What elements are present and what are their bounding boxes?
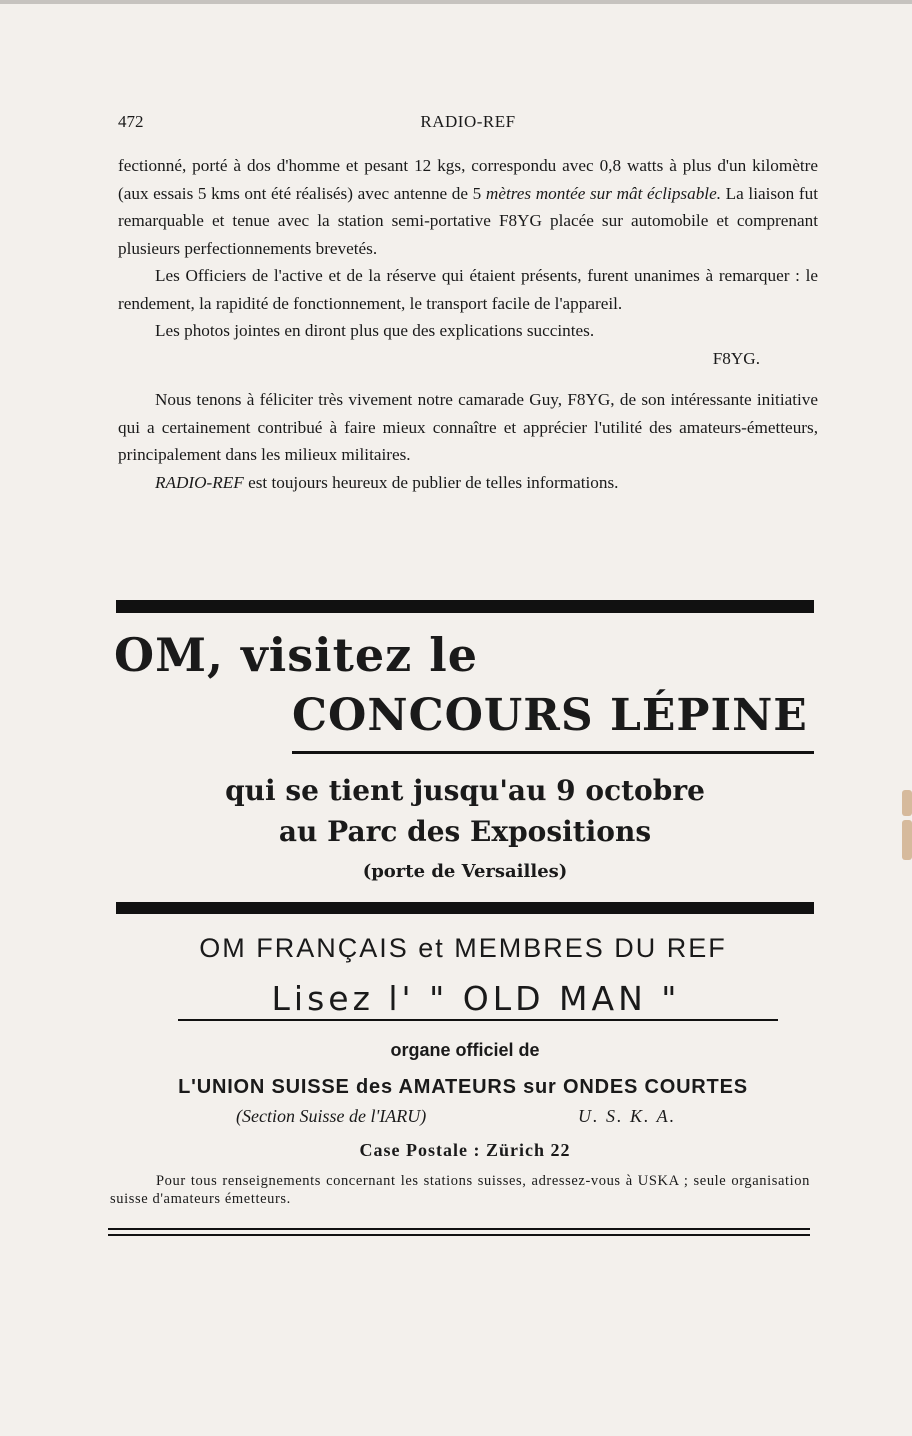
ad-headline: OM, visitez le xyxy=(114,628,478,682)
oldman-ad-abbrev: U. S. K. A. xyxy=(578,1106,677,1126)
article-body xyxy=(118,152,818,496)
article-paragraph: Les photos jointes en diront plus que des explications succintes. xyxy=(155,321,595,340)
ad-subline: (porte de Versailles) xyxy=(362,861,568,882)
oldman-title-underline xyxy=(178,1019,778,1021)
closing-rule xyxy=(108,1234,810,1236)
oldman-ad-address: Case Postale : Zürich 22 xyxy=(359,1140,571,1160)
article-paragraph: Nous tenons à féliciter très vivement notre camarade Guy, F8YG, de son intéressante initiative qui a certainement contribué à faire mieux connaître et apprécier l'utilité des amateurs-émetteurs, principalement dans les milieux militaires. xyxy=(118,390,818,464)
oldman-ad-title: Lisez l' " OLD MAN " xyxy=(271,979,681,1018)
paper-stain xyxy=(902,820,912,860)
page-header xyxy=(118,112,818,142)
paper-stain xyxy=(902,790,912,816)
oldman-ad-line: organe officiel de xyxy=(390,1040,540,1060)
ad-subline: au Parc des Expositions xyxy=(278,815,652,848)
running-title: RADIO-REF xyxy=(420,112,516,131)
ad-divider-bottom xyxy=(116,902,814,914)
page-number: 472 xyxy=(118,112,144,131)
article-paragraph: RADIO-REF est toujours heureux de publier de telles informations. xyxy=(155,472,619,492)
ad-subline: qui se tient jusqu'au 9 octobre xyxy=(225,774,705,807)
oldman-ad-heading: OM FRANÇAIS et MEMBRES DU REF xyxy=(199,933,727,963)
oldman-ad-info: Pour tous renseignements concernant les stations suisses, adressez-vous à USKA ; seule organisation suisse d'amateurs émetteurs. xyxy=(110,1173,810,1207)
signature: F8YG. xyxy=(712,348,760,368)
article-paragraph: Les Officiers de l'active et de la réserve qui étaient présents, furent unanimes à remarquer : le rendement, la rapidité de fonctionnement, le transport facile de l'appareil. xyxy=(118,266,818,313)
oldman-ad-section: (Section Suisse de l'IARU) xyxy=(236,1106,427,1126)
ad-headline-underline xyxy=(292,751,814,754)
ad-headline-title: CONCOURS LÉPINE xyxy=(292,690,808,741)
ad-divider-top xyxy=(116,600,814,613)
oldman-ad-union: L'UNION SUISSE des AMATEURS sur ONDES COURTES xyxy=(178,1076,748,1098)
article-paragraph: fectionné, porté à dos d'homme et pesant 12 kgs, correspondu avec 0,8 watts à plus d'un kilomètre (aux essais 5 kms ont été réalisés) avec antenne de 5 mètres montée sur mât éclipsable. La liaison fut remarquable et tenue avec la station semi-portative F8YG placée sur automobile et comprenant plusieurs perfectionnements brevetés. xyxy=(118,156,818,258)
closing-rule xyxy=(108,1228,810,1230)
